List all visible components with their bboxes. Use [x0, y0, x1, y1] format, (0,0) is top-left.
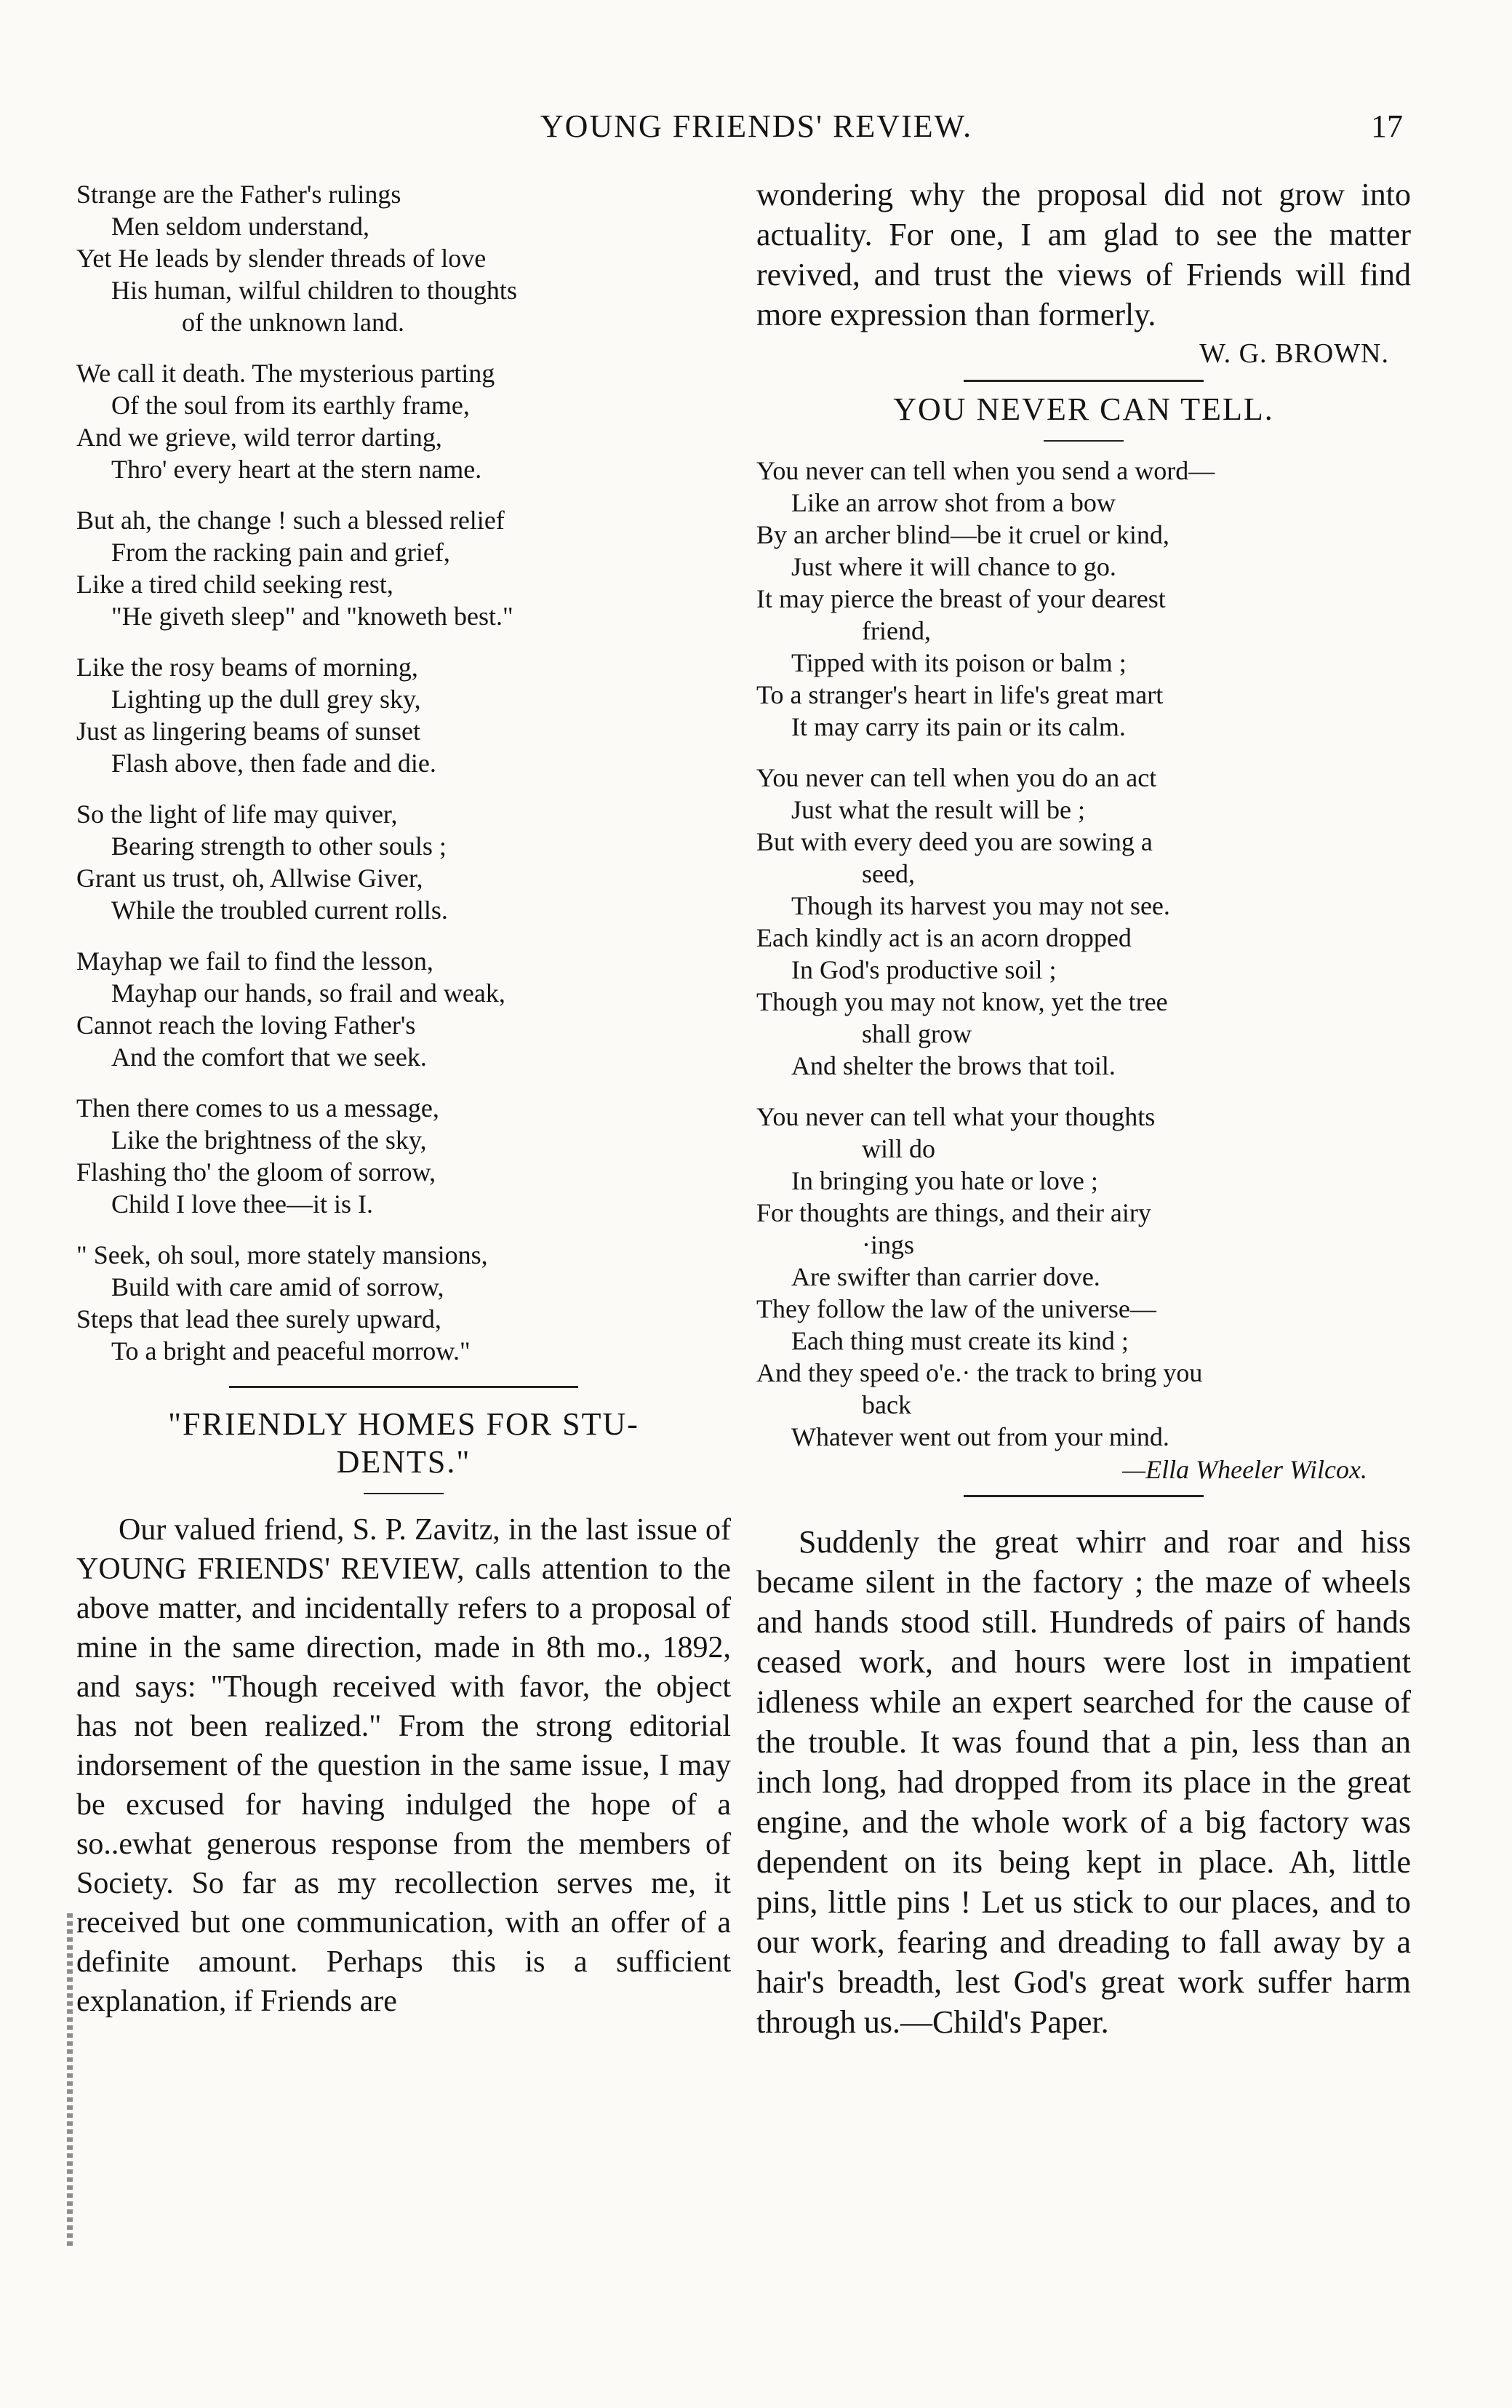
- poem-line: They follow the law of the universe—: [756, 1294, 1156, 1323]
- poem-line: Build with care amid of sorrow,: [111, 1272, 444, 1301]
- poem-line: Like the rosy beams of morning,: [76, 653, 418, 682]
- left-column: [76, 178, 731, 2021]
- poem-line: friend,: [862, 616, 931, 645]
- poem-line: Flashing tho' the gloom of sorrow,: [76, 1157, 436, 1187]
- poem-line: " Seek, oh soul, more stately mansions,: [76, 1240, 488, 1269]
- poem-line: Like an arrow shot from a bow: [791, 488, 1116, 517]
- poem-line: To a stranger's heart in life's great mart: [756, 680, 1164, 709]
- poem-line: And shelter the brows that toil.: [791, 1051, 1116, 1080]
- poem-line: Like the brightness of the sky,: [111, 1125, 427, 1155]
- poem-line: Cannot reach the loving Father's: [76, 1010, 416, 1040]
- section-divider: [964, 1495, 1204, 1497]
- poem-line: Though you may not know, yet the tree: [756, 987, 1168, 1016]
- poem-line: Though its harvest you may not see.: [791, 891, 1170, 920]
- poem-line: You never can tell what your thoughts: [756, 1102, 1156, 1131]
- poem-attribution: —Ella Wheeler Wilcox.: [1122, 1455, 1367, 1484]
- closing-paragraph: Suddenly the great whirr and roar and hiss became silent in the factory ; the maze of wheels and hands stood still. Hundreds of pairs of hands ceased work, and hours were lost in impatient idleness while an expert searched for the cause of the trouble. It was found that a pin, less than an inch long, had dropped from its place in the great engine, and the whole work of a big factory was dependent on its being kept in place. Ah, little pins, little pins ! Let us stick to our places, and to our work, fearing and dreading to fall away by a hair's breadth, lest God's great work suffer harm through us.—Child's Paper.: [756, 1524, 1411, 2040]
- author-signature: W. G. BROWN.: [1199, 338, 1389, 369]
- poem-line: Then there comes to us a message,: [76, 1093, 439, 1123]
- poem-line: Each kindly act is an acorn dropped: [756, 923, 1132, 952]
- poem-line: Strange are the Father's rulings: [76, 180, 401, 209]
- right-column: [756, 175, 1411, 2042]
- poem-line: Each thing must create its kind ;: [791, 1326, 1129, 1355]
- poem-line: It may carry its pain or its calm.: [791, 712, 1126, 741]
- poem-line: Of the soul from its earthly frame,: [111, 391, 470, 420]
- poem-line: By an archer blind—be it cruel or kind,: [756, 520, 1169, 549]
- poem-line: Thro' every heart at the stern name.: [111, 455, 482, 484]
- poem-stanza: [756, 762, 1411, 1082]
- poem-line: shall grow: [862, 1019, 972, 1048]
- poem-stanza: [76, 651, 731, 779]
- poem-title: YOU NEVER CAN TELL.: [893, 391, 1274, 427]
- poem-line: But with every deed you are sowing a: [756, 827, 1153, 856]
- poem-line: Lighting up the dull grey sky,: [111, 685, 421, 714]
- poem-line: It may pierce the breast of your dearest: [756, 584, 1166, 613]
- poem-line: You never can tell when you send a word—: [756, 456, 1215, 485]
- poem-stanza: [76, 504, 731, 632]
- poem-line: While the troubled current rolls.: [111, 896, 448, 925]
- poem-line: To a bright and peaceful morrow.": [111, 1336, 471, 1366]
- poem-line: Just what the result will be ;: [791, 795, 1085, 824]
- poem-line: From the racking pain and grief,: [111, 538, 450, 567]
- poem-stanza: [76, 1239, 731, 1367]
- poem-line: Mayhap we fail to find the lesson,: [76, 946, 433, 976]
- page-binding-edge: [67, 1913, 73, 2248]
- poem-line: In God's productive soil ;: [791, 955, 1057, 984]
- poem-line: will do: [862, 1134, 936, 1163]
- poem-stanza: [76, 945, 731, 1073]
- poem-line: And we grieve, wild terror darting,: [76, 423, 442, 452]
- poem-line: Bearing strength to other souls ;: [111, 832, 447, 861]
- poem-line: You never can tell when you do an act: [756, 763, 1157, 792]
- poem-line: of the unknown land.: [182, 308, 404, 337]
- article-paragraph: Our valued friend, S. P. Zavitz, in the last issue of YOUNG FRIENDS' REVIEW, calls attention to the above matter, and incidentally refers to a proposal of mine in the same direction, made in 8th mo., 1892, and says: "Though received with favor, the object has not been realized." From the strong editorial indorsement of the question in the same issue, I may be excused for having indulged the hope of a so..ewhat generous response from the members of Society. So far as my recollection serves me, it received but one communication, with an offer of a definite amount. Perhaps this is a sufficient explanation, if Friends are: [76, 1513, 731, 2018]
- poem-line: But ah, the change ! such a blessed relief: [76, 506, 505, 535]
- poem-you-never-can-tell: [756, 391, 1411, 1485]
- page-number: 17: [1371, 108, 1403, 144]
- article-friendly-homes: [76, 1406, 731, 2021]
- poem-line: Men seldom understand,: [111, 212, 369, 241]
- poem-line: ·ings: [862, 1230, 914, 1259]
- running-title: YOUNG FRIENDS' REVIEW.: [540, 108, 973, 144]
- poem-stanza: [76, 178, 731, 338]
- poem-line: For thoughts are things, and their airy: [756, 1198, 1151, 1227]
- poem-line: We call it death. The mysterious parting: [76, 359, 495, 388]
- poem-stanza: [76, 1092, 731, 1220]
- poem-line: Like a tired child seeking rest,: [76, 570, 393, 599]
- heading-divider: [1044, 440, 1124, 442]
- heading-divider: [364, 1493, 444, 1494]
- poem-line: Are swifter than carrier dove.: [791, 1262, 1100, 1291]
- poem-line: And the comfort that we seek.: [111, 1042, 427, 1072]
- poem-line: Steps that lead thee surely upward,: [76, 1304, 441, 1333]
- poem-line: Grant us trust, oh, Allwise Giver,: [76, 864, 423, 893]
- section-divider: [964, 380, 1204, 382]
- poem-line: Child I love thee—it is I.: [111, 1189, 373, 1219]
- poem-line: Yet He leads by slender threads of love: [76, 244, 487, 273]
- poem-stanza: [756, 455, 1411, 743]
- poem-line: And they speed o'e.· the track to bring you: [756, 1358, 1203, 1387]
- poem-line: Just where it will chance to go.: [791, 552, 1116, 581]
- poem-stanza: [756, 1101, 1411, 1453]
- poem-line: back: [862, 1390, 911, 1419]
- poem-line: seed,: [862, 859, 915, 888]
- poem-line: Whatever went out from your mind.: [791, 1422, 1169, 1451]
- poem-line: In bringing you hate or love ;: [791, 1166, 1098, 1195]
- poem-line: His human, wilful children to thoughts: [111, 276, 517, 305]
- article-continuation: wondering why the proposal did not grow into actuality. For one, I am glad to see the matter revived, and trust the views of Friends will find more expression than formerly.: [756, 177, 1411, 332]
- poem-line: Just as lingering beams of sunset: [76, 717, 420, 746]
- section-divider: [229, 1386, 578, 1388]
- poem-line: Tipped with its poison or balm ;: [791, 648, 1127, 677]
- poem-line: Flash above, then fade and die.: [111, 749, 436, 778]
- poem-line: So the light of life may quiver,: [76, 800, 398, 829]
- poem-line: "He giveth sleep" and "knoweth best.": [111, 602, 513, 631]
- poem-stanza: [76, 798, 731, 926]
- poem-line: Mayhap our hands, so frail and weak,: [111, 978, 505, 1008]
- article-heading-line: DENTS.": [336, 1444, 471, 1480]
- poem-stanza: [76, 357, 731, 485]
- article-heading-line: "FRIENDLY HOMES FOR STU-: [168, 1406, 639, 1442]
- poem: [76, 178, 731, 1367]
